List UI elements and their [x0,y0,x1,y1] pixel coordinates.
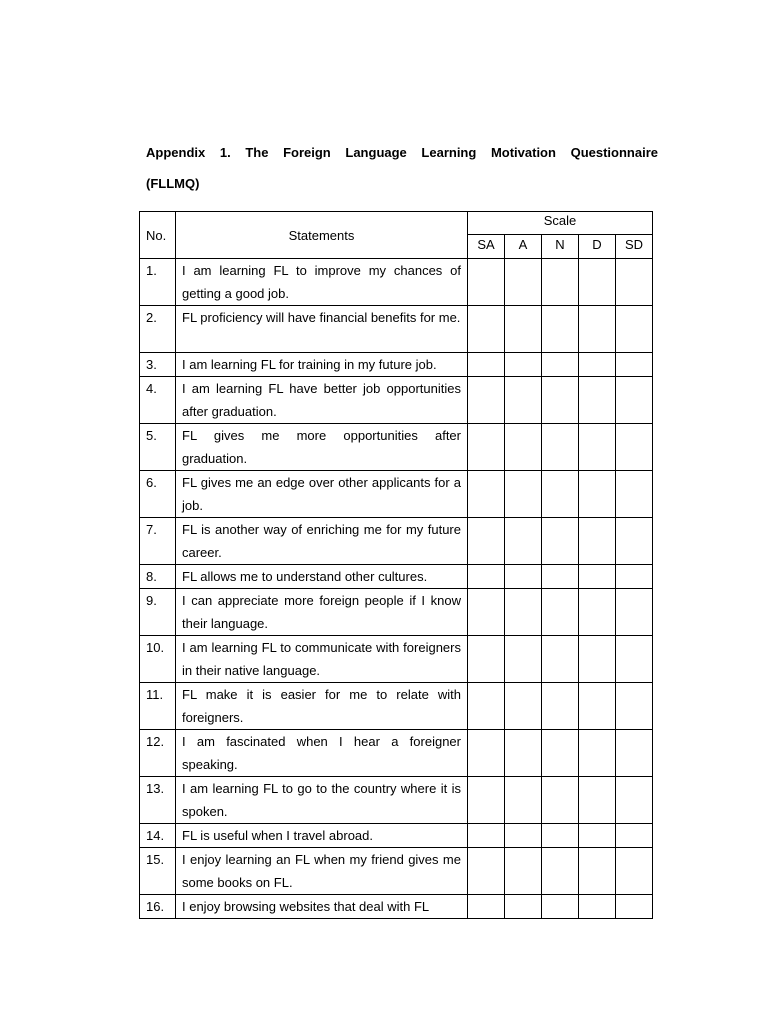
response-cell-a[interactable] [505,848,542,895]
table-row [140,730,653,777]
response-cell-a[interactable] [505,306,542,353]
table-row [140,683,653,730]
response-cell-sd[interactable] [616,518,653,565]
response-cell-a[interactable] [505,259,542,306]
header-scale-sa: SA [468,235,505,259]
row-number: 9. [140,589,176,636]
table-row [140,824,653,848]
response-cell-a[interactable] [505,895,542,919]
response-cell-n[interactable] [542,518,579,565]
response-cell-sa[interactable] [468,636,505,683]
response-cell-n[interactable] [542,589,579,636]
row-number: 3. [140,353,176,377]
row-statement: FL proficiency will have financial benefits for me. [176,306,468,353]
row-number: 13. [140,777,176,824]
response-cell-d[interactable] [579,895,616,919]
response-cell-sa[interactable] [468,565,505,589]
response-cell-sd[interactable] [616,848,653,895]
questionnaire-table [139,211,653,919]
response-cell-d[interactable] [579,730,616,777]
response-cell-d[interactable] [579,518,616,565]
response-cell-n[interactable] [542,424,579,471]
response-cell-d[interactable] [579,589,616,636]
row-statement: FL allows me to understand other cultures. [176,565,468,589]
response-cell-sa[interactable] [468,683,505,730]
row-statement: I am fascinated when I hear a foreigner speaking. [176,730,468,777]
questionnaire-body [140,259,653,919]
row-number: 2. [140,306,176,353]
response-cell-d[interactable] [579,377,616,424]
table-row [140,377,653,424]
response-cell-n[interactable] [542,777,579,824]
row-number: 15. [140,848,176,895]
response-cell-a[interactable] [505,377,542,424]
response-cell-sd[interactable] [616,424,653,471]
table-row [140,471,653,518]
row-statement: FL gives me an edge over other applicants for a job. [176,471,468,518]
row-statement: FL is useful when I travel abroad. [176,824,468,848]
response-cell-sd[interactable] [616,777,653,824]
response-cell-d[interactable] [579,565,616,589]
response-cell-sd[interactable] [616,471,653,518]
response-cell-sa[interactable] [468,730,505,777]
response-cell-n[interactable] [542,471,579,518]
header-scale-a: A [505,235,542,259]
response-cell-n[interactable] [542,636,579,683]
header-scale-n: N [542,235,579,259]
response-cell-a[interactable] [505,424,542,471]
response-cell-sa[interactable] [468,259,505,306]
row-statement: FL is another way of enriching me for my future career. [176,518,468,565]
header-scale: Scale [468,212,653,235]
row-number: 1. [140,259,176,306]
row-number: 12. [140,730,176,777]
response-cell-sd[interactable] [616,683,653,730]
row-statement: I enjoy learning an FL when my friend gives me some books on FL. [176,848,468,895]
row-statement: I am learning FL have better job opportunities after graduation. [176,377,468,424]
response-cell-sa[interactable] [468,377,505,424]
response-cell-n[interactable] [542,895,579,919]
response-cell-a[interactable] [505,471,542,518]
row-number: 8. [140,565,176,589]
response-cell-sa[interactable] [468,424,505,471]
response-cell-a[interactable] [505,730,542,777]
response-cell-n[interactable] [542,683,579,730]
response-cell-n[interactable] [542,565,579,589]
response-cell-d[interactable] [579,824,616,848]
response-cell-sd[interactable] [616,565,653,589]
response-cell-a[interactable] [505,589,542,636]
response-cell-a[interactable] [505,777,542,824]
response-cell-sd[interactable] [616,824,653,848]
row-number: 10. [140,636,176,683]
response-cell-d[interactable] [579,683,616,730]
response-cell-a[interactable] [505,518,542,565]
table-row [140,259,653,306]
response-cell-sd[interactable] [616,306,653,353]
table-row [140,777,653,824]
row-statement: I am learning FL to go to the country where it is spoken. [176,777,468,824]
response-cell-sd[interactable] [616,353,653,377]
row-number: 16. [140,895,176,919]
header-scale-d: D [579,235,616,259]
response-cell-n[interactable] [542,353,579,377]
title-line-1: Appendix 1. The Foreign Language Learning Motivation Questionnaire [146,145,658,160]
response-cell-sd[interactable] [616,377,653,424]
response-cell-sa[interactable] [468,471,505,518]
header-scale-sd: SD [616,235,653,259]
row-number: 11. [140,683,176,730]
response-cell-a[interactable] [505,565,542,589]
response-cell-sa[interactable] [468,848,505,895]
row-statement: I am learning FL to communicate with foreigners in their native language. [176,636,468,683]
row-statement: FL gives me more opportunities after graduation. [176,424,468,471]
row-statement: I am learning FL to improve my chances of getting a good job. [176,259,468,306]
title-line-2: (FLLMQ) [146,176,200,191]
table-row [140,848,653,895]
table-row [140,353,653,377]
response-cell-d[interactable] [579,353,616,377]
response-cell-d[interactable] [579,424,616,471]
response-cell-n[interactable] [542,848,579,895]
response-cell-a[interactable] [505,353,542,377]
row-statement: I can appreciate more foreign people if I know their language. [176,589,468,636]
response-cell-n[interactable] [542,259,579,306]
response-cell-a[interactable] [505,683,542,730]
row-number: 14. [140,824,176,848]
table-row [140,895,653,919]
response-cell-sa[interactable] [468,306,505,353]
header-no: No. [140,212,176,259]
response-cell-sa[interactable] [468,353,505,377]
response-cell-sa[interactable] [468,589,505,636]
response-cell-sa[interactable] [468,895,505,919]
table-row [140,565,653,589]
header-statements: Statements [176,212,468,259]
response-cell-sa[interactable] [468,518,505,565]
response-cell-sd[interactable] [616,259,653,306]
table-row [140,518,653,565]
row-statement: I enjoy browsing websites that deal with FL [176,895,468,919]
table-row [140,636,653,683]
row-number: 4. [140,377,176,424]
response-cell-d[interactable] [579,777,616,824]
row-number: 7. [140,518,176,565]
row-statement: FL make it is easier for me to relate with foreigners. [176,683,468,730]
table-row [140,424,653,471]
response-cell-sd[interactable] [616,895,653,919]
table-row [140,306,653,353]
response-cell-sa[interactable] [468,777,505,824]
response-cell-n[interactable] [542,377,579,424]
response-cell-a[interactable] [505,636,542,683]
response-cell-d[interactable] [579,306,616,353]
response-cell-a[interactable] [505,824,542,848]
response-cell-d[interactable] [579,471,616,518]
response-cell-sd[interactable] [616,730,653,777]
response-cell-sd[interactable] [616,636,653,683]
response-cell-sa[interactable] [468,824,505,848]
row-number: 6. [140,471,176,518]
response-cell-d[interactable] [579,259,616,306]
response-cell-n[interactable] [542,824,579,848]
response-cell-n[interactable] [542,730,579,777]
response-cell-sd[interactable] [616,589,653,636]
response-cell-d[interactable] [579,636,616,683]
row-statement: I am learning FL for training in my future job. [176,353,468,377]
response-cell-n[interactable] [542,306,579,353]
row-number: 5. [140,424,176,471]
table-row [140,589,653,636]
document-title [146,137,658,199]
response-cell-d[interactable] [579,848,616,895]
